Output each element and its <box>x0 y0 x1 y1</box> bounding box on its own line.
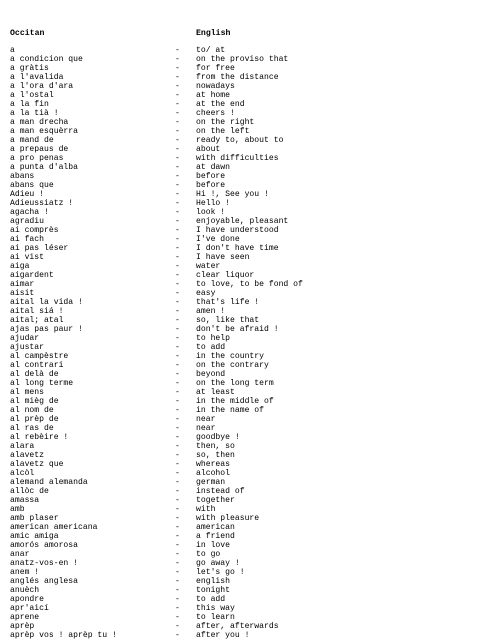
separator-dash: - <box>175 523 180 532</box>
separator-dash: - <box>175 244 180 253</box>
glossary-row <box>10 118 485 127</box>
glossary-row <box>10 190 485 199</box>
occitan-term: amorós amorosa <box>10 541 78 550</box>
glossary-list <box>10 46 485 640</box>
english-translation: on the left <box>196 127 250 136</box>
english-translation: in love <box>196 541 230 550</box>
english-translation: to go <box>196 550 221 559</box>
english-translation: to add <box>196 595 226 604</box>
separator-dash: - <box>175 460 180 469</box>
occitan-term: a man esquèrra <box>10 127 78 136</box>
glossary-row <box>10 163 485 172</box>
glossary-row <box>10 271 485 280</box>
occitan-term: a l'avalida <box>10 73 64 82</box>
english-translation: to learn <box>196 613 235 622</box>
glossary-row <box>10 433 485 442</box>
separator-dash: - <box>175 586 180 595</box>
english-translation: then, so <box>196 442 235 451</box>
occitan-term: amic amiga <box>10 532 59 541</box>
occitan-term: anatz-vos-en ! <box>10 559 78 568</box>
glossary-row <box>10 316 485 325</box>
separator-dash: - <box>175 46 180 55</box>
separator-dash: - <box>175 298 180 307</box>
occitan-term: apondre <box>10 595 44 604</box>
separator-dash: - <box>175 109 180 118</box>
separator-dash: - <box>175 361 180 370</box>
english-translation: this way <box>196 604 235 613</box>
separator-dash: - <box>175 568 180 577</box>
english-translation: so, like that <box>196 316 260 325</box>
glossary-row <box>10 208 485 217</box>
occitan-term: al ras de <box>10 424 54 433</box>
occitan-term: al campèstre <box>10 352 69 361</box>
glossary-row <box>10 442 485 451</box>
separator-dash: - <box>175 595 180 604</box>
glossary-row <box>10 46 485 55</box>
separator-dash: - <box>175 217 180 226</box>
occitan-term: a mand de <box>10 136 54 145</box>
glossary-row <box>10 289 485 298</box>
english-translation: easy <box>196 289 216 298</box>
english-translation: on the right <box>196 118 255 127</box>
glossary-row <box>10 307 485 316</box>
english-translation: together <box>196 496 235 505</box>
occitan-term: a la fin <box>10 100 49 109</box>
occitan-term: alara <box>10 442 35 451</box>
occitan-term: a <box>10 46 15 55</box>
english-translation: I've done <box>196 235 240 244</box>
english-translation: look ! <box>196 208 226 217</box>
occitan-term: al mens <box>10 388 44 397</box>
glossary-row <box>10 505 485 514</box>
english-translation: to/ at <box>196 46 226 55</box>
english-translation: I don't have time <box>196 244 279 253</box>
separator-dash: - <box>175 577 180 586</box>
separator-dash: - <box>175 451 180 460</box>
glossary-row <box>10 298 485 307</box>
separator-dash: - <box>175 136 180 145</box>
english-translation: at the end <box>196 100 245 109</box>
separator-dash: - <box>175 289 180 298</box>
glossary-row <box>10 352 485 361</box>
separator-dash: - <box>175 253 180 262</box>
glossary-row <box>10 226 485 235</box>
occitan-term: ai comprès <box>10 226 59 235</box>
separator-dash: - <box>175 496 180 505</box>
occitan-term: ajas pas paur ! <box>10 325 83 334</box>
glossary-row <box>10 325 485 334</box>
glossary-row <box>10 127 485 136</box>
occitan-term: apr'aicí <box>10 604 49 613</box>
separator-dash: - <box>175 64 180 73</box>
english-translation: with pleasure <box>196 514 260 523</box>
english-translation: with <box>196 505 216 514</box>
glossary-row <box>10 82 485 91</box>
english-translation: nowadays <box>196 82 235 91</box>
glossary-row <box>10 253 485 262</box>
separator-dash: - <box>175 604 180 613</box>
glossary-row <box>10 199 485 208</box>
glossary-row <box>10 343 485 352</box>
english-translation: after you ! <box>196 631 250 640</box>
occitan-term: aital; atal <box>10 316 64 325</box>
separator-dash: - <box>175 235 180 244</box>
glossary-row <box>10 604 485 613</box>
occitan-term: alemand alemanda <box>10 478 88 487</box>
english-translation: amen ! <box>196 307 226 316</box>
occitan-term: aprèp vos ! aprèp tu ! <box>10 631 117 640</box>
glossary-row <box>10 100 485 109</box>
occitan-term: aigardent <box>10 271 54 280</box>
glossary-row <box>10 415 485 424</box>
occitan-term: a prepaus de <box>10 145 69 154</box>
english-translation: I have understood <box>196 226 279 235</box>
occitan-term: ai fach <box>10 235 44 244</box>
separator-dash: - <box>175 352 180 361</box>
occitan-term: aimar <box>10 280 35 289</box>
english-translation: a friend <box>196 532 235 541</box>
occitan-term: aital siá ! <box>10 307 64 316</box>
occitan-term: anem ! <box>10 568 40 577</box>
separator-dash: - <box>175 370 180 379</box>
occitan-term: agacha ! <box>10 208 49 217</box>
separator-dash: - <box>175 190 180 199</box>
occitan-term: aprèp <box>10 622 35 631</box>
english-translation: so, then <box>196 451 235 460</box>
english-translation: to love, to be fond of <box>196 280 303 289</box>
glossary-row <box>10 55 485 64</box>
separator-dash: - <box>175 226 180 235</box>
occitan-term: al prèp de <box>10 415 59 424</box>
occitan-term: american americana <box>10 523 98 532</box>
english-translation: beyond <box>196 370 226 379</box>
occitan-term: a l'ostal <box>10 91 54 100</box>
glossary-row <box>10 568 485 577</box>
separator-dash: - <box>175 325 180 334</box>
occitan-column-header: Occitan <box>10 29 45 38</box>
separator-dash: - <box>175 55 180 64</box>
english-translation: from the distance <box>196 73 279 82</box>
glossary-row <box>10 136 485 145</box>
separator-dash: - <box>175 82 180 91</box>
glossary-row <box>10 478 485 487</box>
glossary-row <box>10 514 485 523</box>
occitan-term: a l'ora d'ara <box>10 82 74 91</box>
english-translation: on the long term <box>196 379 274 388</box>
occitan-term: a pro penas <box>10 154 64 163</box>
glossary-row <box>10 613 485 622</box>
english-translation: enjoyable, pleasant <box>196 217 289 226</box>
english-translation: in the country <box>196 352 264 361</box>
occitan-term: a gràtis <box>10 64 49 73</box>
glossary-row <box>10 64 485 73</box>
english-translation: instead of <box>196 487 245 496</box>
english-translation: Hi !, See you ! <box>196 190 269 199</box>
glossary-row <box>10 541 485 550</box>
english-translation: near <box>196 415 216 424</box>
occitan-term: al delà de <box>10 370 59 379</box>
occitan-term: ajudar <box>10 334 40 343</box>
occitan-term: al mièg de <box>10 397 59 406</box>
occitan-term: Adieu ! <box>10 190 44 199</box>
separator-dash: - <box>175 343 180 352</box>
english-translation: to help <box>196 334 230 343</box>
occitan-term: anar <box>10 550 30 559</box>
glossary-row <box>10 235 485 244</box>
english-translation: clear liquor <box>196 271 255 280</box>
english-translation: in the middle of <box>196 397 274 406</box>
english-translation: don't be afraid ! <box>196 325 279 334</box>
english-translation: alcohol <box>196 469 230 478</box>
english-translation: after, afterwards <box>196 622 279 631</box>
occitan-term: ai vist <box>10 253 44 262</box>
occitan-term: ajustar <box>10 343 44 352</box>
separator-dash: - <box>175 613 180 622</box>
separator-dash: - <box>175 316 180 325</box>
occitan-term: alavetz <box>10 451 44 460</box>
english-translation: in the name of <box>196 406 264 415</box>
english-translation: german <box>196 478 226 487</box>
glossary-row <box>10 109 485 118</box>
separator-dash: - <box>175 622 180 631</box>
english-translation: that's life ! <box>196 298 260 307</box>
english-translation: whereas <box>196 460 230 469</box>
glossary-row <box>10 280 485 289</box>
separator-dash: - <box>175 532 180 541</box>
separator-dash: - <box>175 181 180 190</box>
occitan-term: Adieussiatz ! <box>10 199 74 208</box>
glossary-row <box>10 496 485 505</box>
english-translation: near <box>196 424 216 433</box>
occitan-term: aprene <box>10 613 40 622</box>
glossary-row <box>10 577 485 586</box>
occitan-term: amb <box>10 505 25 514</box>
glossary-row <box>10 559 485 568</box>
glossary-row <box>10 361 485 370</box>
english-translation: before <box>196 181 226 190</box>
occitan-term: amassa <box>10 496 40 505</box>
english-translation: before <box>196 172 226 181</box>
glossary-row <box>10 217 485 226</box>
separator-dash: - <box>175 415 180 424</box>
english-translation: to add <box>196 343 226 352</box>
english-translation: cheers ! <box>196 109 235 118</box>
english-translation: let's go ! <box>196 568 245 577</box>
separator-dash: - <box>175 208 180 217</box>
separator-dash: - <box>175 154 180 163</box>
separator-dash: - <box>175 424 180 433</box>
glossary-row <box>10 406 485 415</box>
separator-dash: - <box>175 550 180 559</box>
occitan-term: anuèch <box>10 586 40 595</box>
separator-dash: - <box>175 163 180 172</box>
separator-dash: - <box>175 100 180 109</box>
glossary-row <box>10 550 485 559</box>
occitan-term: anglés anglesa <box>10 577 78 586</box>
occitan-term: amb plaser <box>10 514 59 523</box>
english-translation: tonight <box>196 586 230 595</box>
column-headers <box>10 28 485 40</box>
separator-dash: - <box>175 307 180 316</box>
glossary-row <box>10 532 485 541</box>
english-translation: english <box>196 577 230 586</box>
occitan-term: abans que <box>10 181 54 190</box>
occitan-term: ai pas léser <box>10 244 69 253</box>
glossary-row <box>10 145 485 154</box>
occitan-term: agradiu <box>10 217 44 226</box>
occitan-term: al contrari <box>10 361 64 370</box>
english-translation: on the contrary <box>196 361 269 370</box>
separator-dash: - <box>175 505 180 514</box>
glossary-row <box>10 595 485 604</box>
occitan-term: alavetz que <box>10 460 64 469</box>
glossary-row <box>10 424 485 433</box>
occitan-term: aisit <box>10 289 35 298</box>
occitan-term: alcòl <box>10 469 35 478</box>
occitan-term: aiga <box>10 262 30 271</box>
glossary-row <box>10 154 485 163</box>
english-translation: I have seen <box>196 253 250 262</box>
separator-dash: - <box>175 145 180 154</box>
glossary-row <box>10 460 485 469</box>
glossary-row <box>10 523 485 532</box>
occitan-term: a la tià ! <box>10 109 59 118</box>
glossary-row <box>10 451 485 460</box>
occitan-term: al rebèire ! <box>10 433 69 442</box>
occitan-term: al nom de <box>10 406 54 415</box>
separator-dash: - <box>175 172 180 181</box>
separator-dash: - <box>175 478 180 487</box>
separator-dash: - <box>175 379 180 388</box>
english-column-header: English <box>196 29 231 38</box>
glossary-row <box>10 73 485 82</box>
separator-dash: - <box>175 271 180 280</box>
glossary-row <box>10 370 485 379</box>
separator-dash: - <box>175 541 180 550</box>
separator-dash: - <box>175 334 180 343</box>
separator-dash: - <box>175 559 180 568</box>
glossary-row <box>10 181 485 190</box>
separator-dash: - <box>175 388 180 397</box>
glossary-row <box>10 379 485 388</box>
english-translation: about <box>196 145 221 154</box>
separator-dash: - <box>175 280 180 289</box>
separator-dash: - <box>175 406 180 415</box>
occitan-term: abans <box>10 172 35 181</box>
occitan-term: a punta d'alba <box>10 163 78 172</box>
english-translation: american <box>196 523 235 532</box>
glossary-row <box>10 172 485 181</box>
english-translation: at least <box>196 388 235 397</box>
glossary-row <box>10 622 485 631</box>
english-translation: with difficulties <box>196 154 279 163</box>
occitan-term: a man drecha <box>10 118 69 127</box>
separator-dash: - <box>175 73 180 82</box>
glossary-row <box>10 244 485 253</box>
glossary-row <box>10 631 485 640</box>
separator-dash: - <box>175 433 180 442</box>
separator-dash: - <box>175 442 180 451</box>
separator-dash: - <box>175 397 180 406</box>
separator-dash: - <box>175 631 180 640</box>
glossary-row <box>10 397 485 406</box>
glossary-row <box>10 469 485 478</box>
separator-dash: - <box>175 199 180 208</box>
english-translation: for free <box>196 64 235 73</box>
english-translation: at home <box>196 91 230 100</box>
glossary-row <box>10 91 485 100</box>
occitan-term: al long terme <box>10 379 74 388</box>
separator-dash: - <box>175 469 180 478</box>
english-translation: on the proviso that <box>196 55 289 64</box>
separator-dash: - <box>175 91 180 100</box>
occitan-term: aital la vida ! <box>10 298 83 307</box>
english-translation: Hello ! <box>196 199 230 208</box>
english-translation: water <box>196 262 221 271</box>
glossary-row <box>10 586 485 595</box>
separator-dash: - <box>175 127 180 136</box>
glossary-row <box>10 487 485 496</box>
separator-dash: - <box>175 118 180 127</box>
occitan-term: a condicion que <box>10 55 83 64</box>
occitan-term: allòc de <box>10 487 49 496</box>
glossary-row <box>10 262 485 271</box>
glossary-row <box>10 388 485 397</box>
english-translation: go away ! <box>196 559 240 568</box>
separator-dash: - <box>175 262 180 271</box>
separator-dash: - <box>175 487 180 496</box>
english-translation: at dawn <box>196 163 230 172</box>
separator-dash: - <box>175 514 180 523</box>
glossary-row <box>10 334 485 343</box>
english-translation: ready to, about to <box>196 136 284 145</box>
english-translation: goodbye ! <box>196 433 240 442</box>
